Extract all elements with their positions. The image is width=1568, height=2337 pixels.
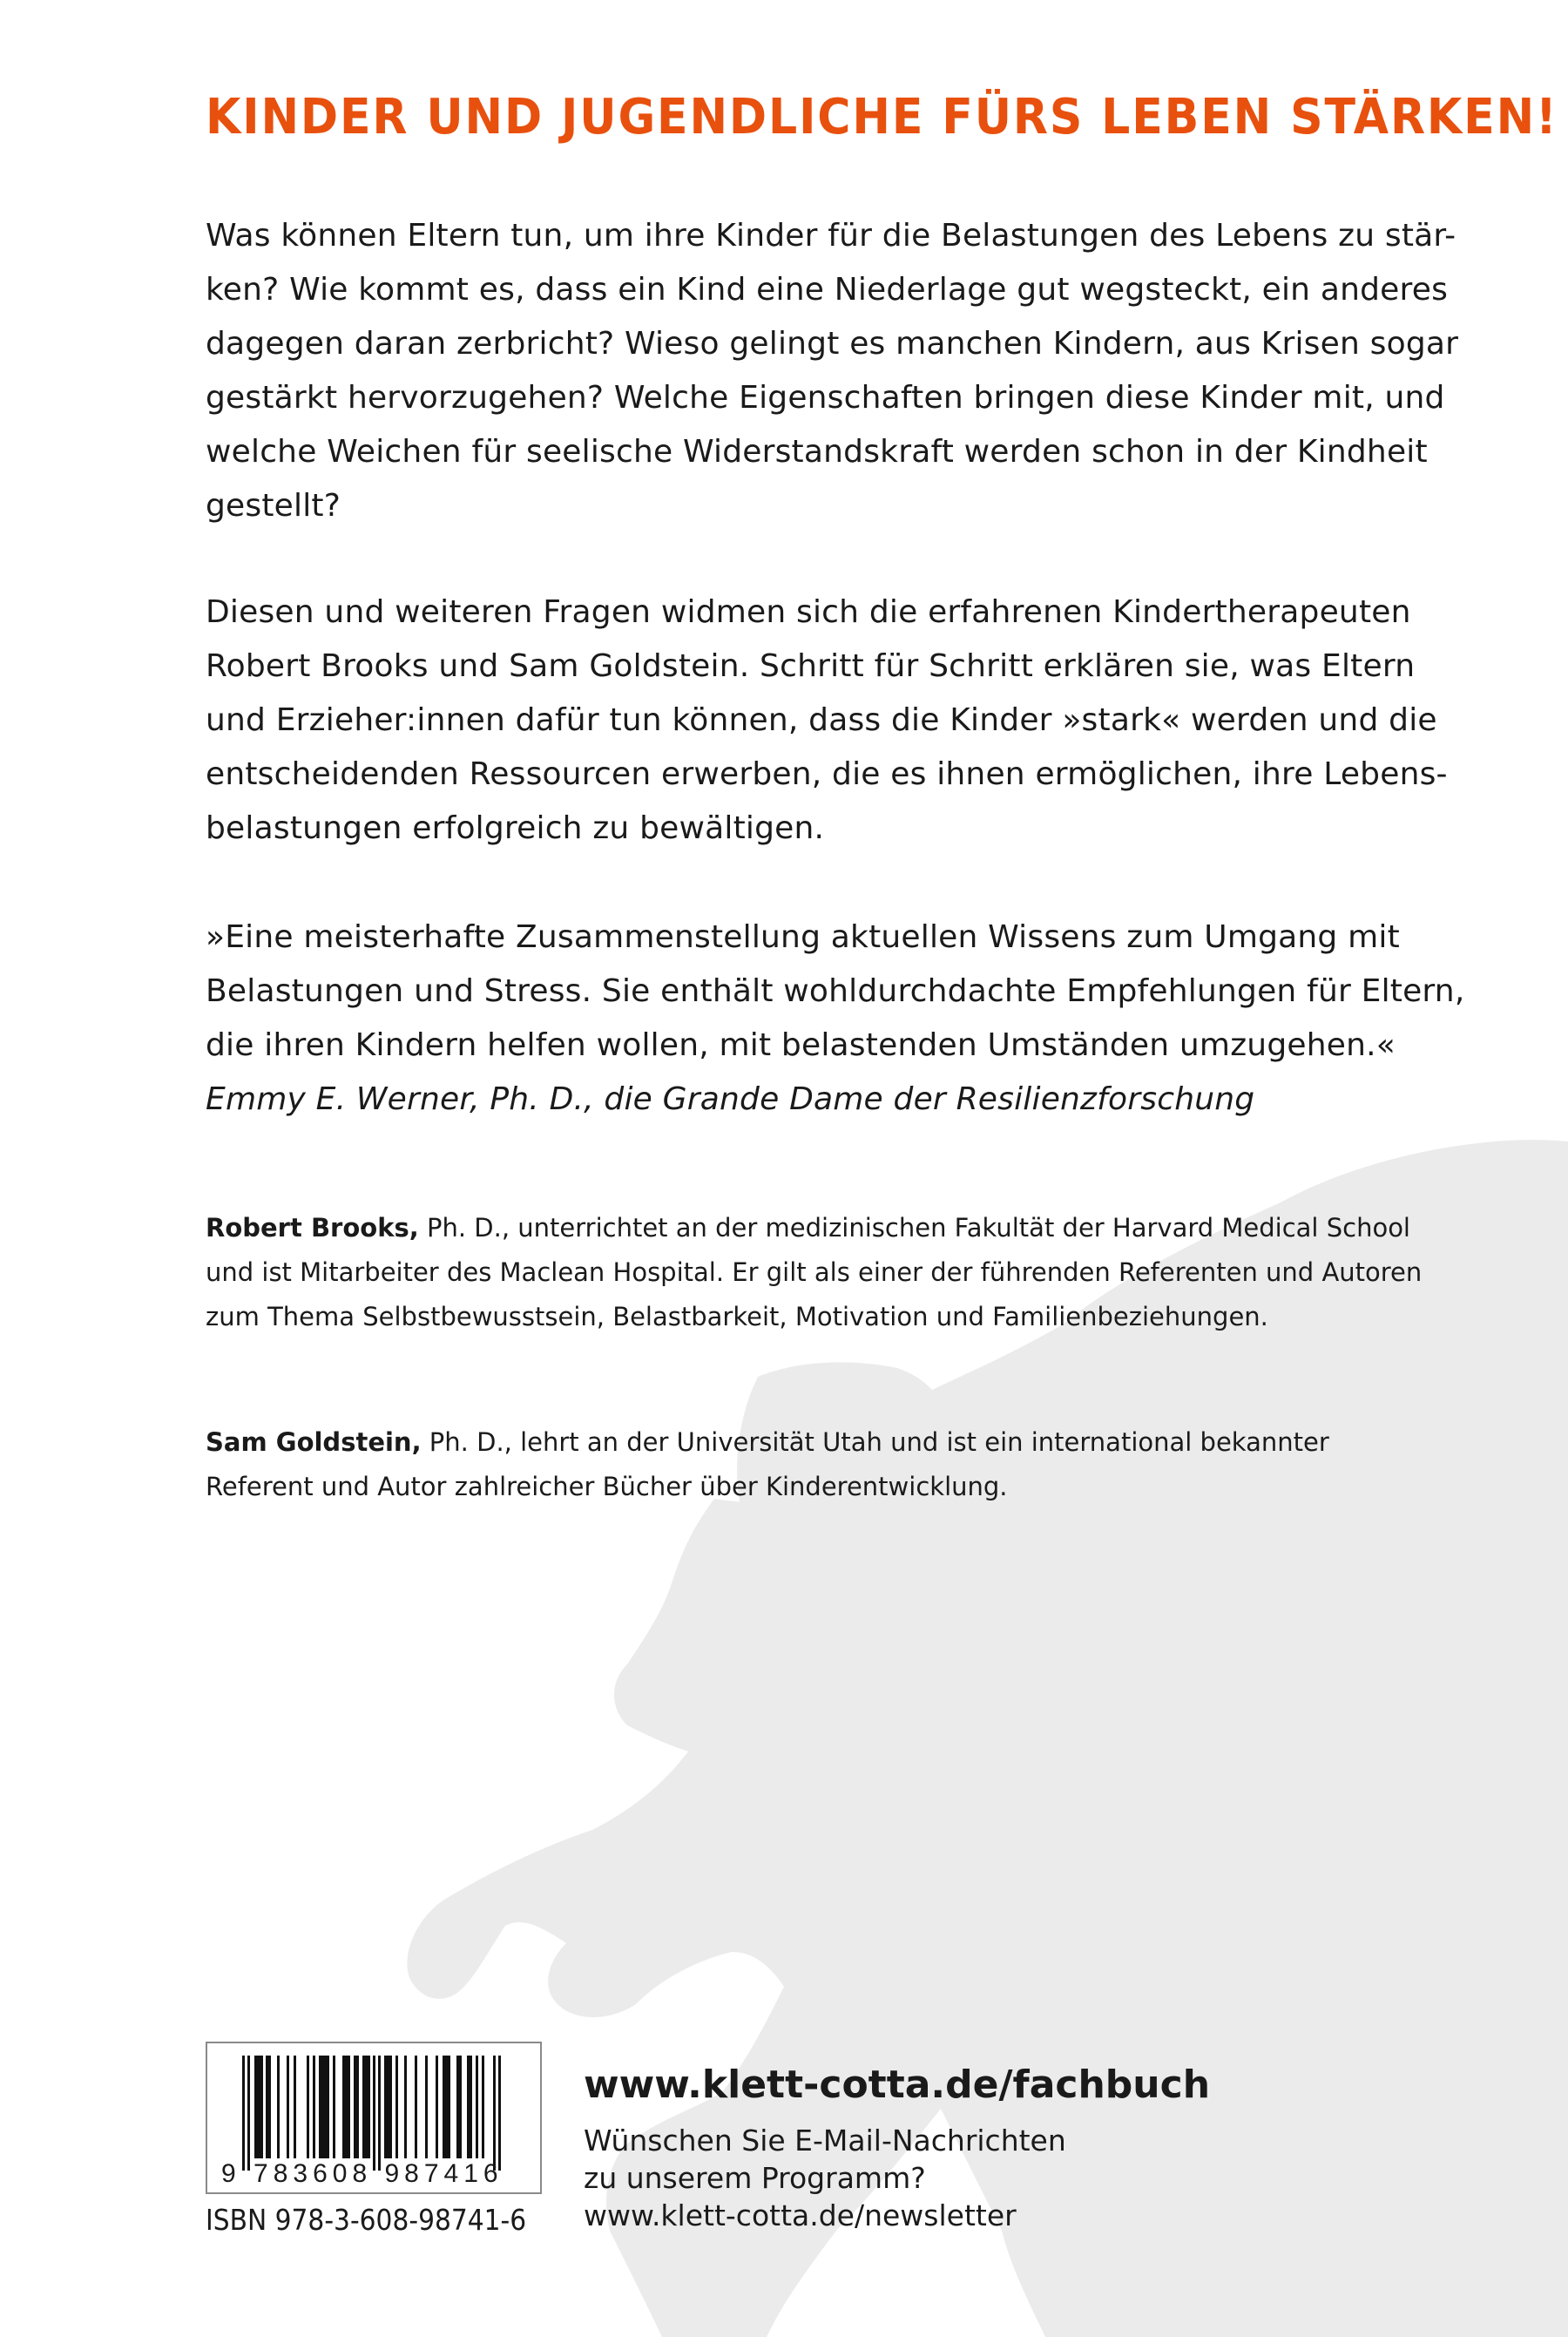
bio-text: Ph. D., unterrichtet an der medizinischen Fakultät der Harvard Medical School bbox=[418, 1213, 1410, 1243]
newsletter-link[interactable]: www.klett-cotta.de/newsletter bbox=[584, 2198, 1017, 2232]
bio-line: zum Thema Selbstbewusstsein, Belastbarkeit, Motivation und Familienbeziehungen. bbox=[206, 1302, 1268, 1331]
description-paragraph bbox=[206, 586, 1448, 856]
description-line: entscheidenden Ressourcen erwerben, die es ihnen ermöglichen, ihre Lebens- bbox=[206, 756, 1448, 792]
intro-line: gestärkt hervorzugehen? Welche Eigenschaften bringen diese Kinder mit, und bbox=[206, 380, 1445, 416]
description-line: Diesen und weiteren Fragen widmen sich die erfahrenen Kindertherapeuten bbox=[206, 594, 1411, 630]
intro-line: Was können Eltern tun, um ihre Kinder für die Belastungen des Lebens zu stär- bbox=[206, 218, 1456, 254]
description-line: und Erzieher:innen dafür tun können, dass die Kinder »stark« werden und die bbox=[206, 702, 1437, 738]
intro-line: ken? Wie kommt es, dass ein Kind eine Niederlage gut wegsteckt, ein anderes bbox=[206, 272, 1449, 308]
review-quote bbox=[206, 911, 1464, 1127]
intro-paragraph bbox=[206, 209, 1458, 533]
newsletter-prompt-line1: Wünschen Sie E-Mail-Nachrichten bbox=[584, 2124, 1066, 2157]
author-name: Robert Brooks, bbox=[206, 1213, 419, 1243]
quote-line: die ihren Kindern helfen wollen, mit belastenden Umständen umzugehen.« bbox=[206, 1027, 1396, 1063]
intro-line: dagegen daran zerbricht? Wieso gelingt es manchen Kindern, aus Krisen sogar bbox=[206, 326, 1459, 362]
description-line: Robert Brooks und Sam Goldstein. Schritt für Schritt erklären sie, was Eltern bbox=[206, 648, 1416, 684]
bio-first-line bbox=[206, 1420, 1329, 1465]
quote-line: Belastungen und Stress. Sie enthält wohldurchdachte Empfehlungen für Eltern, bbox=[206, 973, 1465, 1009]
author-bio-sam-goldstein bbox=[206, 1420, 1329, 1509]
bio-text: Ph. D., lehrt an der Universität Utah und ist ein international bekannter bbox=[421, 1427, 1329, 1457]
bio-line: Referent und Autor zahlreicher Bücher über Kinderentwicklung. bbox=[206, 1472, 1008, 1501]
quote-attribution: Emmy E. Werner, Ph. D., die Grande Dame der Resilienzforschung bbox=[206, 1081, 1255, 1117]
quote-line: »Eine meisterhafte Zusammenstellung aktuellen Wissens zum Umgang mit bbox=[206, 919, 1400, 955]
newsletter-info bbox=[584, 2122, 1210, 2234]
author-name: Sam Goldstein, bbox=[206, 1427, 422, 1457]
intro-line: gestellt? bbox=[206, 488, 341, 524]
newsletter-prompt-line2: zu unserem Programm? bbox=[584, 2161, 926, 2195]
isbn-number: ISBN 978-3-608-98741-6 bbox=[206, 2203, 527, 2237]
intro-line: welche Weichen für seelische Widerstandskraft werden schon in der Kindheit bbox=[206, 434, 1428, 470]
author-bio-robert-brooks bbox=[206, 1206, 1422, 1339]
publisher-website-link[interactable]: www.klett-cotta.de/fachbuch bbox=[584, 2063, 1211, 2107]
bio-line: und ist Mitarbeiter des Maclean Hospital. Er gilt als einer der führenden Referenten und Autoren bbox=[206, 1257, 1423, 1287]
bio-first-line bbox=[206, 1206, 1422, 1250]
cover-headline: KINDER UND JUGENDLICHE FÜRS LEBEN STÄRKEN! bbox=[206, 89, 1558, 146]
description-line: belastungen erfolgreich zu bewältigen. bbox=[206, 810, 825, 846]
isbn-barcode bbox=[206, 2042, 542, 2194]
barcode-bars-icon bbox=[242, 2056, 521, 2171]
barcode-digits: 9 783608 987416 bbox=[221, 2159, 504, 2188]
publisher-info bbox=[584, 2061, 1210, 2234]
